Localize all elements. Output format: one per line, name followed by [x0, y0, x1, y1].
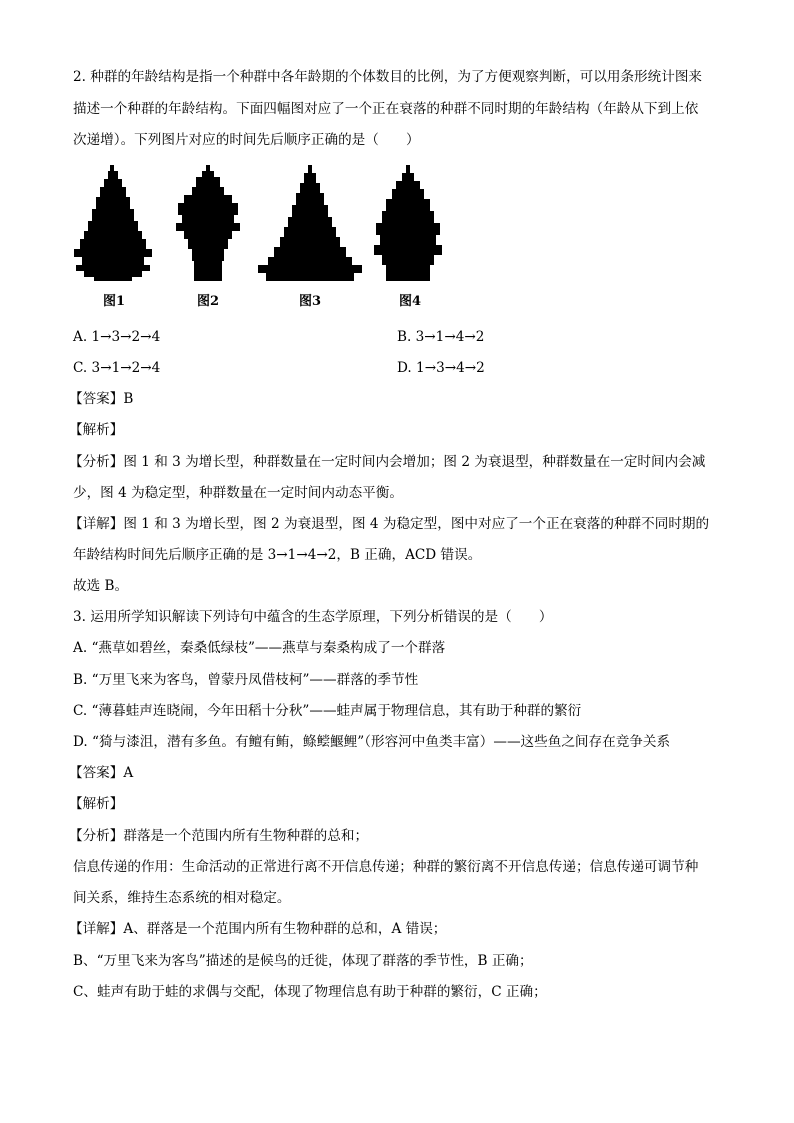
q3-answer-value: A — [123, 765, 134, 781]
q2-answer-value: B — [123, 391, 134, 407]
q3-xiangjie-line-3: C、蛙声有助于蛙的求偶与交配，体现了物理信息有助于种群的繁衍，C 正确； — [73, 984, 547, 1000]
q3-option-b: B. “万里飞来为客鸟，曾蒙丹凤借枝柯”——群落的季节性 — [73, 672, 419, 688]
q2-answer-tag: 【答案】 — [69, 391, 124, 407]
q2-xiangjie-line-1 — [69, 514, 710, 534]
q3-xiangjie-tag: 【详解】 — [69, 921, 124, 937]
q2-fenxi-text-1: 图 1 和 3 为增长型，种群数量在一定时间内会增加；图 2 为衰退型，种群数量在一定时间内会减 — [123, 454, 706, 470]
q2-conclusion: 故选 B。 — [73, 578, 129, 594]
q3-fenxi-tag: 【分析】 — [69, 828, 124, 844]
q3-xiangjie-text-1: A、群落是一个范围内所有生物种群的总和，A 错误； — [123, 921, 447, 937]
q3-stem: 3. 运用所学知识解读下列诗句中蕴含的生态学原理，下列分析错误的是（ ） — [73, 609, 553, 625]
q2-xiangjie-tag: 【详解】 — [69, 516, 124, 532]
q3-fenxi-line-1 — [69, 826, 369, 846]
q3-analysis-tag: 【解析】 — [69, 796, 124, 812]
q3-answer — [69, 763, 134, 783]
figure-3-caption: 图3 — [298, 294, 322, 309]
q3-option-a: A. “燕草如碧丝，秦桑低绿枝”——燕草与秦桑构成了一个群落 — [73, 640, 446, 656]
q3-answer-tag: 【答案】 — [69, 765, 124, 781]
q3-option-d: D. “猗与漆沮，潜有多鱼。有鳣有鲔，鲦鲿鰋鲤”（形容河中鱼类丰富）——这些鱼之间存在竞争关系 — [73, 734, 671, 750]
q2-stem-line-1: 2. 种群的年龄结构是指一个种群中各年龄期的个体数目的比例，为了方便观察判断，可以用条形统计图来 — [73, 69, 703, 85]
q2-answer — [69, 389, 134, 409]
q2-stem-line-2: 描述一个种群的年龄结构。下面四幅图对应了一个正在衰落的种群不同时期的年龄结构（年龄从下到上依 — [73, 101, 699, 117]
q3-fenxi-line-2: 信息传递的作用：生命活动的正常进行离不开信息传递；种群的繁衍离不开信息传递；信息传递可调节种 — [73, 859, 699, 875]
q2-analysis-tag: 【解析】 — [69, 422, 124, 438]
q3-fenxi-text-1: 群落是一个范围内所有生物种群的总和； — [123, 828, 369, 844]
q2-xiangjie-line-2: 年龄结构时间先后顺序正确的是 3→1→4→2，B 正确，ACD 错误。 — [73, 547, 482, 563]
q3-fenxi-line-3: 间关系，维持生态系统的相对稳定。 — [73, 890, 291, 906]
q2-fenxi-line-2: 少，图 4 为稳定型，种群数量在一定时间内动态平衡。 — [73, 485, 403, 501]
age-pyramid-figure-4 — [374, 165, 446, 283]
q3-option-c: C. “薄暮蛙声连晓闹，今年田稻十分秋”——蛙声属于物理信息，其有助于种群的繁衍 — [73, 703, 582, 719]
age-pyramid-figure-2 — [176, 165, 242, 283]
q2-stem-line-3: 次递增）。下列图片对应的时间先后顺序正确的是（ ） — [73, 132, 420, 148]
q2-option-b: B. 3→1→4→2 — [397, 329, 485, 345]
figure-1-caption: 图1 — [102, 294, 126, 309]
q2-option-a: A. 1→3→2→4 — [73, 329, 161, 345]
q3-xiangjie-line-2: B、“万里飞来为客鸟”描述的是候鸟的迁徙，体现了群落的季节性，B 正确； — [73, 953, 533, 969]
age-pyramid-figure-3 — [256, 165, 364, 283]
q2-xiangjie-text-1: 图 1 和 3 为增长型，图 2 为衰退型，图 4 为稳定型，图中对应了一个正在衰落的种群不同时期的 — [123, 516, 710, 532]
figure-2-caption: 图2 — [196, 294, 220, 309]
age-pyramid-figure-1 — [72, 165, 156, 283]
q2-option-c: C. 3→1→2→4 — [73, 360, 161, 376]
q2-option-d: D. 1→3→4→2 — [397, 360, 485, 376]
q3-xiangjie-line-1 — [69, 919, 447, 939]
figure-4-caption: 图4 — [398, 294, 422, 309]
q2-fenxi-line-1 — [69, 452, 706, 472]
q2-fenxi-tag: 【分析】 — [69, 454, 124, 470]
